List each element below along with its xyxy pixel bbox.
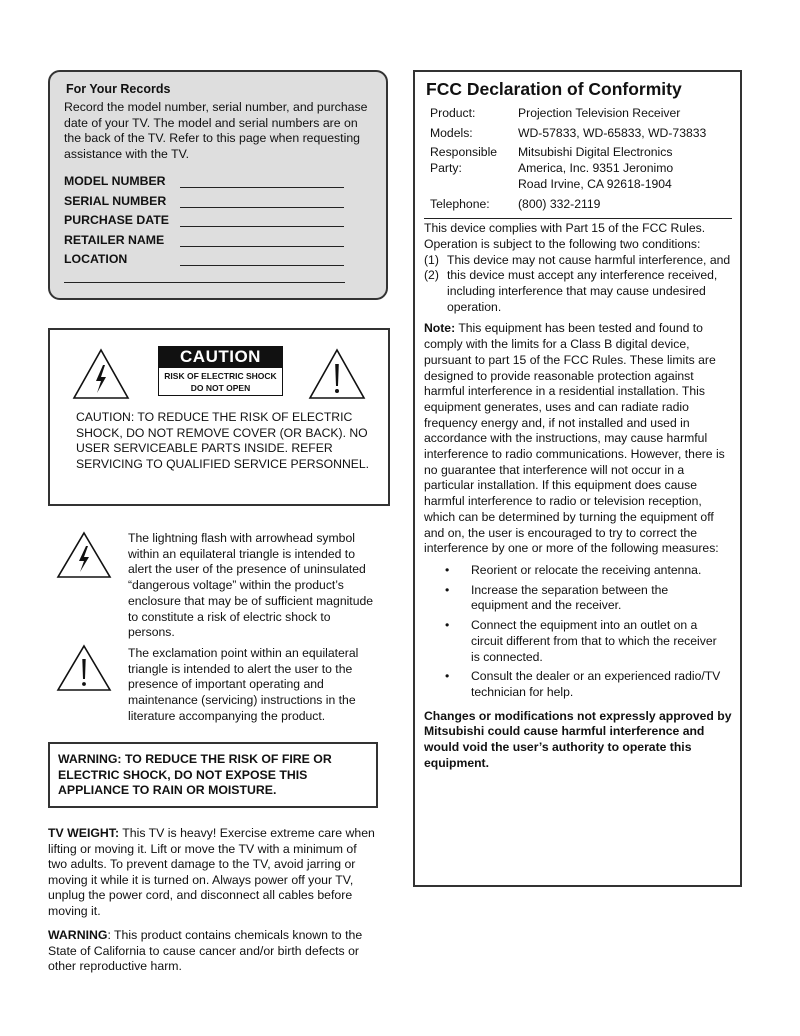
fcc-responsible-row: [424, 145, 732, 192]
fcc-product-row: [424, 106, 732, 122]
fcc-condition-1-text: This device may not cause harmful interference, and: [447, 252, 731, 267]
lightning-symbol-icon: [56, 531, 112, 579]
fcc-changes-warning: Changes or modifications not expressly approved by Mitsubishi could cause harmful interference and would void the user’s authority to operate this equipment.: [424, 708, 732, 770]
bullet-icon: •: [445, 669, 450, 684]
fcc-measure-1-text: Reorient or relocate the receiving antenna.: [471, 562, 702, 577]
exclamation-symbol-icon: [56, 644, 112, 692]
caution-text: CAUTION: TO REDUCE THE RISK OF ELECTRIC SHOCK, DO NOT REMOVE COVER (OR BACK). NO USER SERVICEABLE PARTS INSIDE. REFER SERVICING TO QUALIFIED SERVICE PERSONNEL.: [76, 410, 370, 471]
records-intro: Record the model number, serial number, and purchase date of your TV. The model and serial numbers are on the back of the TV. Refer to this page when requesting assistance with the TV.: [64, 100, 368, 161]
tv-weight-label: TV WEIGHT:: [48, 826, 120, 840]
fcc-measure-4-text: Consult the dealer or an experienced radio/TV technician for help.: [471, 669, 721, 699]
prop65-text: : This product contains chemicals known to the State of California to cause cancer and/or birth defects or other reproductive harm.: [48, 928, 363, 974]
fcc-product-key: Product:: [430, 106, 476, 120]
fcc-models-row: [424, 126, 732, 142]
caution-subtitle-line1: RISK OF ELECTRIC SHOCK: [164, 371, 277, 381]
fcc-measure-3: [424, 618, 732, 665]
fcc-telephone-value: (800) 332-2119: [518, 196, 601, 211]
purchase-date-label: PURCHASE DATE: [64, 213, 169, 228]
records-box: [48, 70, 388, 300]
caution-subtitle: [158, 368, 283, 396]
retailer-name-field: [64, 227, 374, 247]
prop65-label: WARNING: [48, 928, 108, 942]
location-line: [180, 252, 344, 266]
exclamation-triangle-icon: [308, 348, 366, 400]
fcc-measure-3-text: Connect the equipment into an outlet on a circuit different from that to which the receiver is connected.: [471, 618, 717, 664]
fcc-telephone-row: [424, 197, 732, 213]
location-label: LOCATION: [64, 252, 128, 267]
fcc-telephone-key: Telephone:: [430, 196, 490, 211]
caution-subtitle-line2: DO NOT OPEN: [190, 383, 251, 393]
fcc-measure-2: [424, 583, 732, 614]
caution-title: CAUTION: [158, 346, 283, 368]
fcc-measure-1: [424, 563, 732, 579]
model-number-field: [64, 168, 374, 188]
fcc-declaration-box: [413, 70, 742, 887]
fcc-condition-1: [424, 253, 732, 269]
fcc-condition-2-text: this device must accept any interference received, including interference that may cause undesired operation.: [447, 268, 718, 314]
fcc-condition-1-num: (1): [424, 252, 439, 267]
purchase-date-field: [64, 208, 374, 228]
records-title: For Your Records: [66, 82, 171, 96]
serial-number-field: [64, 188, 374, 208]
fcc-note: [424, 321, 732, 557]
tv-weight-paragraph: [48, 826, 378, 920]
fcc-models-value: WD-57833, WD-65833, WD-73833: [518, 125, 707, 140]
caution-label: [158, 346, 283, 396]
location-field: [64, 247, 374, 267]
caution-box: [48, 328, 390, 506]
extra-line: [64, 266, 345, 283]
fcc-responsible-value: Mitsubishi Digital Electronics America, Inc. 9351 Jeronimo Road Irvine, CA 92618-1904: [518, 145, 674, 191]
fcc-condition-2: [424, 268, 732, 315]
bullet-icon: •: [445, 582, 450, 597]
purchase-date-line: [180, 213, 344, 227]
model-number-label: MODEL NUMBER: [64, 173, 166, 188]
fcc-measure-2-text: Increase the separation between the equipment and the receiver.: [471, 582, 669, 613]
serial-number-label: SERIAL NUMBER: [64, 193, 167, 208]
fcc-responsible-key: Responsible Party:: [430, 145, 498, 176]
prop65-paragraph: [48, 928, 378, 975]
fcc-note-label: Note:: [424, 321, 456, 336]
fcc-condition-2-num: (2): [424, 268, 439, 283]
fcc-note-text: This equipment has been tested and found to comply with the limits for a Class B digital device, pursuant to part 15 of the FCC Rules. These limits are designed to provide reasonable protection against harmful interference in a residential installation. This equipment generates, uses and can radiate radio frequency energy and, if not installed and used in accordance with the instructions, may cause harmful interference to radio communications. However, there is no guarantee that interference will not occur in a particular installation. If this equipment does cause harmful interference to radio or television reception, which can be determined by turning the equipment off and on, the user is encouraged to try to correct the interference by one or more of the following measures:: [424, 321, 725, 556]
retailer-name-line: [180, 233, 344, 247]
fcc-product-value: Projection Television Receiver: [518, 106, 681, 120]
retailer-name-label: RETAILER NAME: [64, 232, 165, 247]
lightning-triangle-icon: [72, 348, 130, 400]
fcc-measure-4: [424, 669, 732, 700]
model-number-line: [180, 174, 344, 188]
fcc-compliance: This device complies with Part 15 of the FCC Rules. Operation is subject to the following two conditions:: [424, 221, 706, 251]
fcc-title: FCC Declaration of Conformity: [426, 79, 682, 99]
bullet-icon: •: [445, 618, 450, 633]
lightning-explanation: The lightning flash with arrowhead symbol within an equilateral triangle is intended to alert the user of the presence of uninsulated “dangerous voltage” within the product’s enclosure that may be of sufficient magnitude to constitute a risk of electric shock to persons.: [128, 531, 374, 640]
warning-box: WARNING: TO REDUCE THE RISK OF FIRE OR ELECTRIC SHOCK, DO NOT EXPOSE THIS APPLIANCE TO RAIN OR MOISTURE.: [48, 742, 378, 808]
fcc-divider: [424, 218, 732, 219]
bullet-icon: •: [445, 562, 450, 577]
exclamation-explanation: The exclamation point within an equilateral triangle is intended to alert the user to the presence of important operating and maintenance (servicing) instructions in the literature accompanying the product.: [128, 646, 359, 723]
serial-number-line: [180, 194, 344, 208]
tv-weight-text: This TV is heavy! Exercise extreme care when lifting or moving it. Lift or move the TV with a minimum of two adults. To prevent damage to the TV, avoid jarring or moving it while it is turned on. Always power off your TV, unplug the power cord, and disconnect all cables before moving it.: [48, 826, 375, 918]
fcc-models-key: Models:: [430, 125, 473, 140]
